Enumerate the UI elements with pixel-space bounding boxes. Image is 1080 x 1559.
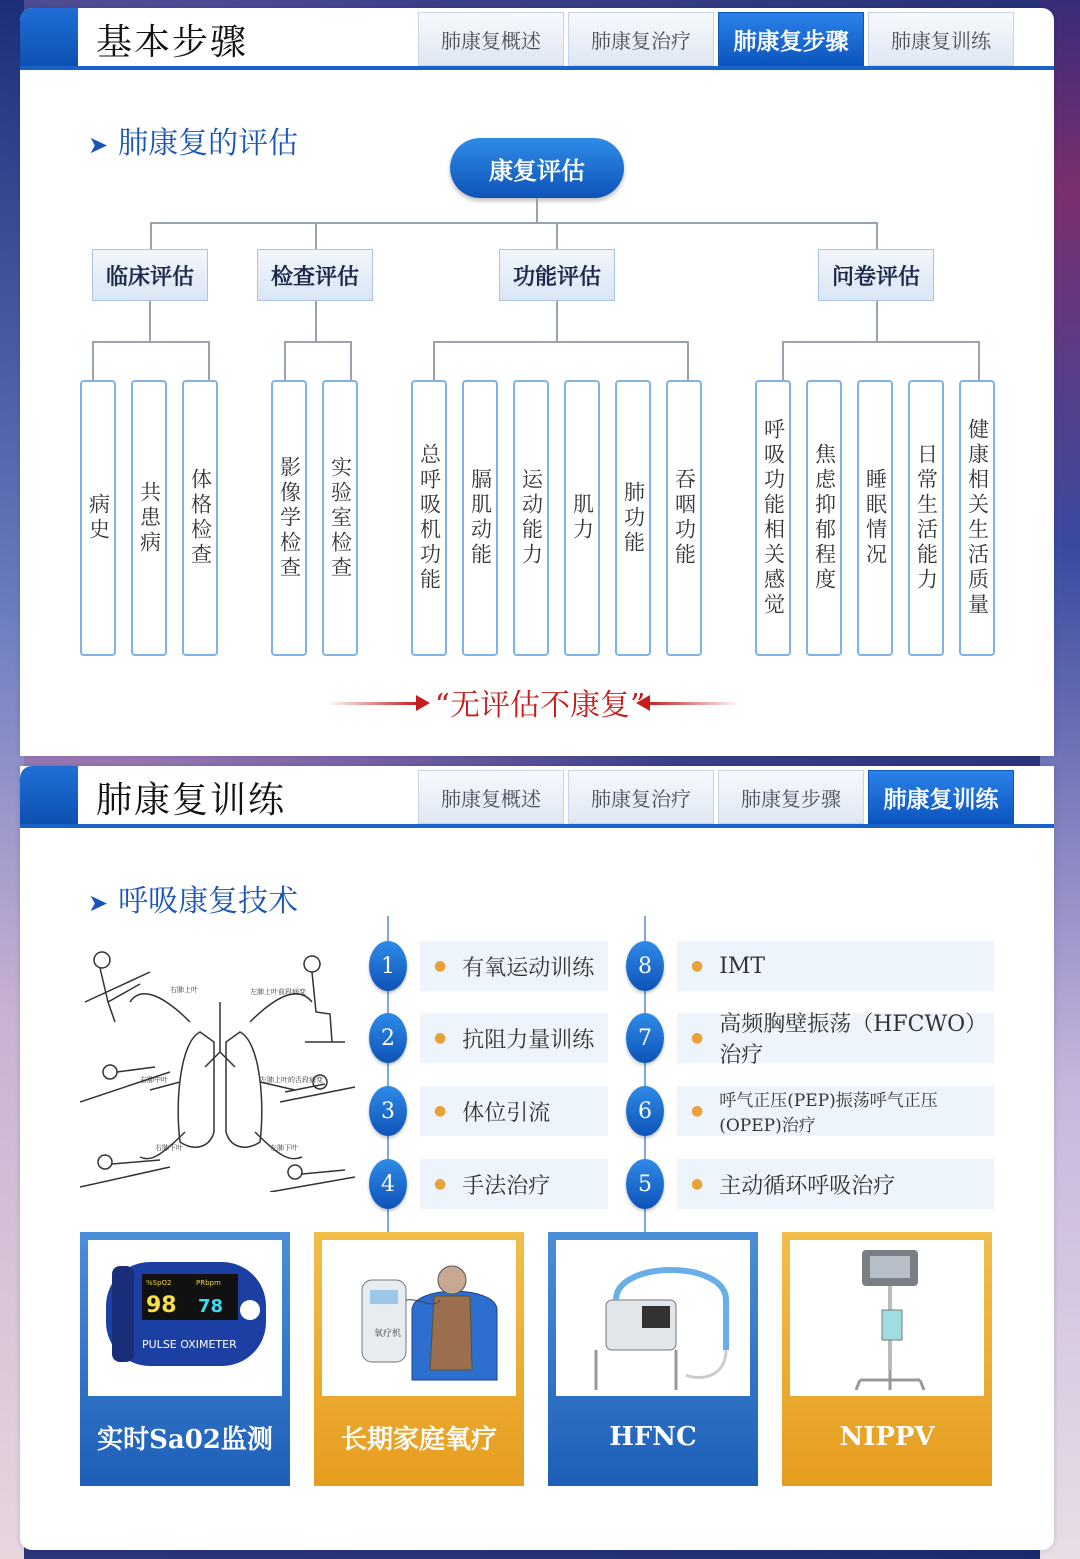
leaf-swallowing: 吞咽功能 (666, 380, 702, 656)
leaf-imaging: 影像学检查 (271, 380, 307, 656)
hfnc-device-image (556, 1240, 750, 1396)
connector (978, 341, 980, 380)
connector (556, 222, 558, 249)
oximeter-brand: PULSE OXIMETER (142, 1338, 237, 1351)
leaf-lung-function: 肺功能 (615, 380, 651, 656)
header-rule (20, 824, 1054, 828)
tab-overview[interactable]: 肺康复概述 (418, 770, 564, 824)
leaf-comorbidity: 共患病 (131, 380, 167, 656)
header-accent (20, 766, 78, 826)
subtitle-text: 肺康复的评估 (118, 126, 299, 161)
connector (876, 301, 878, 341)
leaf-anxiety: 焦虑抑郁程度 (806, 380, 842, 656)
leaf-daily-living: 日常生活能力 (908, 380, 944, 656)
spo2-value: 98 (146, 1293, 177, 1318)
nippv-device-image (790, 1240, 984, 1396)
arrow-right-line (648, 702, 740, 705)
leaf-breathing-sensation: 呼吸功能相关感觉 (755, 380, 791, 656)
pulse-oximeter-image (88, 1240, 282, 1396)
illus-label: 左肺上叶的舌段病变 (260, 1076, 323, 1084)
header-rule (20, 66, 1054, 70)
home-oxygen-image (322, 1240, 516, 1396)
section-header (20, 8, 1054, 70)
connector (536, 198, 538, 222)
technique-item: ● 主动循环呼吸治疗 (677, 1159, 994, 1209)
leaf-diaphragm: 膈肌动能 (462, 380, 498, 656)
leaf-lab: 实验室检查 (322, 380, 358, 656)
leaf-physical-exam: 体格检查 (182, 380, 218, 656)
spo2-label: %SpO2 (146, 1279, 172, 1287)
tab-treatment[interactable]: 肺康复治疗 (568, 12, 714, 66)
concentrator-text: 氧疗机 (374, 1329, 402, 1339)
tab-treatment[interactable]: 肺康复治疗 (568, 770, 714, 824)
card-label: HFNC (609, 1422, 697, 1452)
step-number: 5 (626, 1159, 664, 1209)
illus-label: 右肺中叶 (140, 1076, 168, 1084)
card-label: 长期家庭氧疗 (340, 1424, 497, 1455)
technique-item: ● 体位引流 (420, 1086, 608, 1136)
leaf-history: 病史 (80, 380, 116, 656)
step-number: 7 (626, 1013, 664, 1063)
technique-item: ● 手法治疗 (420, 1159, 608, 1209)
connector (782, 341, 784, 380)
tab-bar (418, 12, 1014, 66)
subtitle-text: 呼吸康复技术 (118, 884, 299, 919)
step-number: 6 (626, 1086, 664, 1136)
card-hfnc (548, 1232, 758, 1486)
postural-drainage-illustration (80, 942, 360, 1192)
technique-item: ● 有氧运动训练 (420, 941, 608, 991)
connector (284, 341, 352, 343)
leaf-muscle-strength: 肌力 (564, 380, 600, 656)
tab-training[interactable]: 肺康复训练 (868, 12, 1014, 66)
illus-label: 左肺上叶前段病变 (250, 988, 306, 996)
card-label: NIPPV (839, 1422, 935, 1452)
root-node: 康复评估 (450, 138, 624, 198)
pr-label: PRbpm (196, 1279, 221, 1287)
technique-item: ● 呼气正压(PEP)振荡呼气正压(OPEP)治疗 (677, 1086, 994, 1136)
leaf-sleep: 睡眠情况 (857, 380, 893, 656)
connector (150, 222, 152, 249)
subtitle (88, 118, 298, 162)
technique-item: ● 高频胸壁振荡（HFCWO）治疗 (677, 1013, 994, 1063)
technique-item: ● IMT (677, 941, 994, 991)
category-clinical: 临床评估 (92, 249, 208, 301)
step-number: 1 (369, 941, 407, 991)
chevron-right-icon: ➤ (88, 889, 109, 917)
card-home-oxygen (314, 1232, 524, 1486)
card-label: 实时Sa02监测 (97, 1424, 273, 1455)
connector (208, 341, 210, 380)
connector (350, 341, 352, 380)
section-title: 肺康复训练 (96, 780, 287, 821)
panel-training (20, 766, 1054, 1550)
connector (149, 301, 151, 341)
section-header (20, 766, 1054, 828)
category-questionnaire: 问卷评估 (818, 249, 934, 301)
category-function: 功能评估 (499, 249, 615, 301)
connector (315, 222, 317, 249)
illus-label: 右肺下叶 (155, 1144, 183, 1152)
header-accent (20, 8, 78, 68)
leaf-exercise-capacity: 运动能力 (513, 380, 549, 656)
slogan: “无评估不康复” (434, 688, 646, 723)
pr-value: 78 (198, 1296, 224, 1317)
technique-item: ● 抗阻力量训练 (420, 1013, 608, 1063)
tab-steps[interactable]: 肺康复步骤 (718, 12, 864, 66)
connector (315, 301, 317, 341)
panel-basic-steps (20, 8, 1054, 756)
connector (782, 341, 980, 343)
connector (150, 222, 878, 224)
tab-bar (418, 770, 1014, 824)
step-number: 2 (369, 1013, 407, 1063)
step-number: 3 (369, 1086, 407, 1136)
illus-label: 左肺下叶 (270, 1144, 298, 1152)
connector (687, 341, 689, 380)
subtitle (88, 876, 298, 920)
leaf-quality-of-life: 健康相关生活质量 (959, 380, 995, 656)
step-number: 8 (626, 941, 664, 991)
illus-label: 右肺上叶 (170, 986, 198, 994)
connector (433, 341, 435, 380)
category-exam: 检查评估 (257, 249, 373, 301)
connector (92, 341, 210, 343)
leaf-respiratory-muscle: 总呼吸机功能 (411, 380, 447, 656)
chevron-right-icon: ➤ (88, 131, 109, 159)
connector (876, 222, 878, 249)
section-title: 基本步骤 (96, 22, 249, 63)
tab-training[interactable]: 肺康复训练 (868, 770, 1014, 824)
tab-steps[interactable]: 肺康复步骤 (718, 770, 864, 824)
tab-overview[interactable]: 肺康复概述 (418, 12, 564, 66)
connector (433, 341, 689, 343)
step-number: 4 (369, 1159, 407, 1209)
connector (556, 301, 558, 341)
connector (284, 341, 286, 380)
card-nippv (782, 1232, 992, 1486)
card-spo2-monitoring (80, 1232, 290, 1486)
connector (92, 341, 94, 380)
